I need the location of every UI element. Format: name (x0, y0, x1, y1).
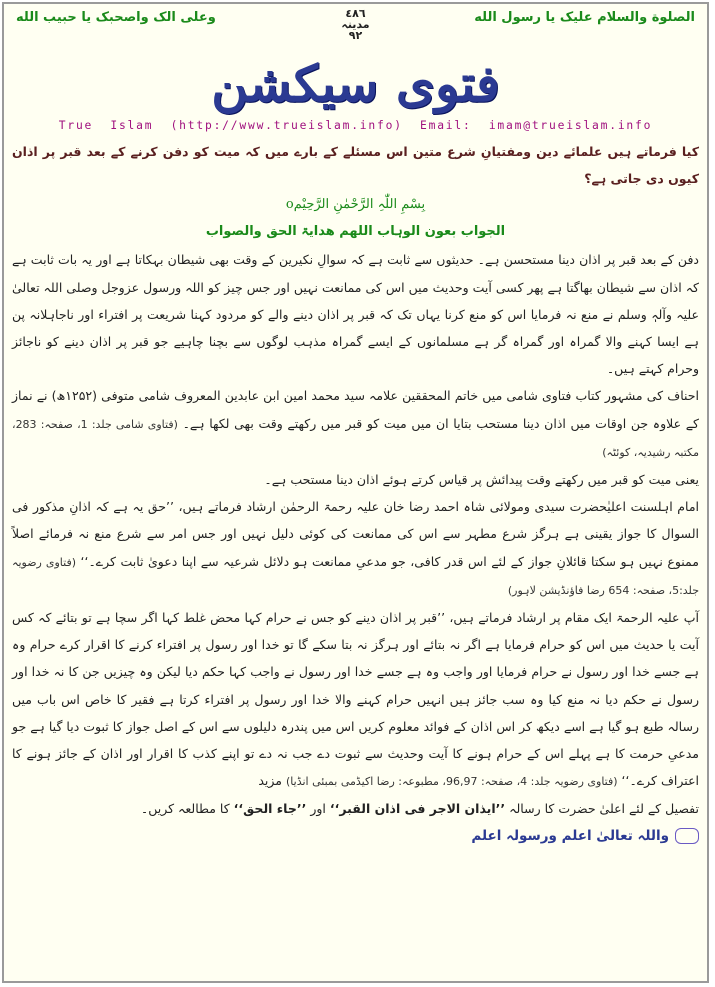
page-title: فتوی سیکشن (211, 54, 500, 113)
reference-risala: ’’ایذان الاجر فی اذان القبر‘‘ (329, 801, 506, 817)
paragraph-2-text: احناف کی مشہور کتاب فتاوی شامی میں خاتم المحققین علامہ سید محمد امین ابن عابدین المعروف شامی متوفی (۱۲۵۲ھ) نے نماز کے علاوہ جن اوقات میں اذان دینا مستحب بتایا ان میں میت کو قبر میں رکھتے وقت بھی لکھا ہے۔ (12, 388, 700, 431)
closing-text: واللہ تعالیٰ اعلم ورسولہ اعلم (471, 827, 669, 844)
closing-line (12, 823, 699, 850)
reference-end: کا مطالعہ کریں۔ (140, 801, 230, 817)
extra-word: مزید (258, 773, 283, 789)
answer-paragraph-1: دفن کے بعد قبر پر اذان دینا مستحسن ہے۔ حدیثوں سے ثابت ہے کہ سوالِ نکیرین کے وقت بھی شیطان بہکاتا ہے اور یہ بات ثابت ہے کہ اذان سے شیطان بھاگتا ہے پھر کسی آیت وحدیث میں اس کی ممانعت نہیں اور جس چیز کو اللہ ورسول عزوجل وصلی اللہ تعالیٰ علیہ وآلہٖ وسلم نے منع نہ فرمایا اس کو منع کرنا یہاں تک کہ قبر پر اذان دینے والے کو مردود کہنا شریعت پر افتراء اور ناجاہلانہ پن ہے ایسا کہنے والا گمراہ اور گمراہ گر ہے مسلمانوں کے ایسے گمراہ مذہب لوگوں سے بچنا چاہیے جو قبر پر اذان دینے کو ناجائز وحرام کہتے ہیں۔ (12, 252, 699, 377)
paragraph-4-text: امام اہلسنت اعلیٰحضرت سیدی ومولائی شاہ احمد رضا خان علیہ رحمۃ الرحمٰن ارشاد فرماتے ہیں، ’’حق یہ ہے کہ اذانِ مذکور فی السوال کا جواز یقینی ہے ہرگز شرع مطہر سے اس کی ممانعت کی کوئی دلیل نہیں اور جس امر سے شرع منع نہ فرمائے اصلاً ممنوع نہیں ہو سکتا قائلانِ جواز کے لئے اس قدر کافی، جو مدعیِ ممانعت ہو دلائل شرعیہ سے اپنا دعویٰ ثابت کرے۔‘‘ (12, 499, 699, 569)
answer-paragraph-4 (12, 493, 699, 604)
header-salutation-right: الصلوة والسلام علیک یا رسول الله (474, 10, 695, 25)
fatwa-body (12, 138, 699, 850)
reference-connector: اور (310, 801, 326, 817)
citation-rizvia-5: (فتاوی رضویہ جلد:5، صفحہ: 654 رضا فاؤنڈیشن لاہور) (12, 555, 699, 597)
bismillah: بِسْمِ اللّٰہِ الرَّحْمٰنِ الرَّحِیْمo (285, 197, 426, 213)
page-frame (2, 2, 709, 983)
answer-paragraph-2 (12, 382, 699, 466)
reference-jaa-ul-haq: ’’جاء الحق‘‘ (233, 801, 307, 817)
salutation-seal-icon (675, 828, 699, 844)
answer-heading: الجواب بعون الوہاب اللھم ھدایۃ الحق والصواب (205, 224, 506, 240)
place-name: مدینہ (341, 18, 370, 31)
page-number: ٤٨٦ (345, 7, 366, 20)
citation-rizvia-4: (فتاوی رضویہ جلد: 4، صفحہ: 96,97، مطبوعہ: رضا اکیڈمی بمبئی انڈیا) (286, 775, 618, 789)
citation-shami: (فتاوی شامی جلد: 1، صفحہ: 283، مکتبہ رشیدیہ، کوئٹہ) (12, 417, 699, 459)
year-number: ٩٢ (348, 29, 363, 42)
site-contact-line: True Islam (http://www.trueislam.info) Email: imam@trueislam.info (58, 119, 653, 132)
answer-paragraph-5 (12, 604, 699, 795)
paragraph-5-text: آپ علیہ الرحمۃ ایک مقام پر ارشاد فرماتے ہیں، ’’قبر پر اذان دینے کو جس نے حرام کہا محض غلط کہا اگر سچا ہے تو بتائے کہ کس آیت یا حدیث میں اس کو حرام فرمایا ہے اگر نہ بتائے اور ہرگز نہ بتا سکے گا تو خدا اور رسول پر افتراء کرنے کا اقرار کرے حرام وہ ہے جسے خدا اور رسول نے حرام فرمایا اور واجب وہ ہے جسے خدا اور رسول نے واجب کہا حکم دیا لیکن وہ چیزیں جن کا نہ خدا اور رسول نے حکم دیا نہ منع کیا وہ سب جائز ہیں انہیں حرام کہنے والا خدا اور رسول پر افتراء کرتا ہے فقیر کا خاص اس باب میں رسالہ طبع ہو گیا ہے اسے دیکھ کر اس اذان کے فوائد معلوم کریں اس میں پندرہ دلیلوں سے اس کے اصل جواز کا ثبوت دیا گیا ہے جو مدعیِ حرمت کا ہے پہلے اس کے حرام ہونے کا آیت وحدیث سے ثبوت دے جب نہ دے تو اپنے کذب کا اقرار اور اذان کے جائز ہونے کا اعتراف کرے۔‘‘ (12, 610, 699, 789)
answer-paragraph-6 (12, 795, 699, 822)
question-text: کیا فرماتے ہیں علمائے دین ومفتیانِ شرع متین اس مسئلے کے بارے میں کہ میت کو دفن کرنے کے بعد قبر پر اذان کیوں دی جاتی ہے؟ (12, 144, 699, 187)
header-salutation-left: وعلی الک واصحبک یا حبیب الله (16, 10, 216, 25)
paragraph-6-text: تفصیل کے لئے اعلیٰ حضرت کا رسالہ (509, 801, 699, 817)
answer-paragraph-3: یعنی میت کو قبر میں رکھتے وقت پیدائش پر قیاس کرتے ہوئے اذان دینا مستحب ہے۔ (264, 472, 699, 488)
